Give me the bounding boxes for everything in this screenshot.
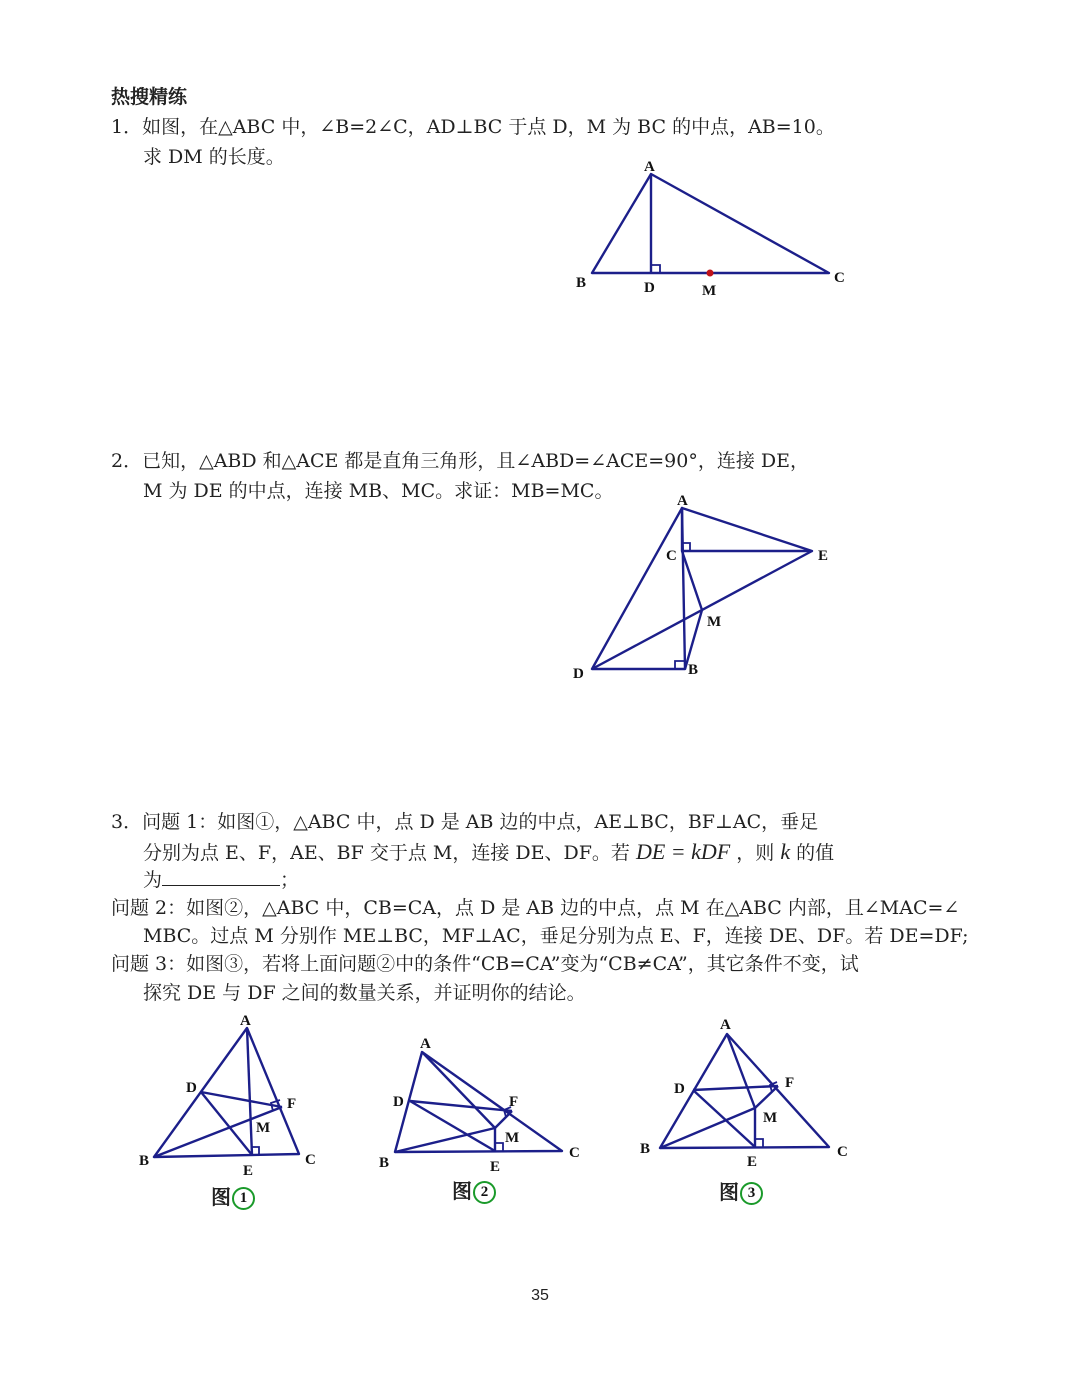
label-b: B: [139, 1153, 150, 1169]
label-a: A: [240, 1013, 251, 1029]
problem3-q1-line1: 3．问题 1：如图①，△ABC 中，点 D 是 AB 边的中点，AE⊥BC，BF⊥AC，垂足: [111, 811, 819, 833]
problem3-q1-line2: [143, 840, 834, 865]
triangle-abc: [660, 1034, 829, 1148]
problem3-q1-line3: [143, 867, 299, 892]
label-c: C: [837, 1144, 848, 1160]
problem3-q3-line2: 探究 DE 与 DF 之间的数量关系，并证明你的结论。: [143, 982, 586, 1004]
label-m: M: [707, 614, 722, 630]
q1-k: k: [780, 839, 791, 864]
label-f: F: [509, 1094, 519, 1110]
answer-blank[interactable]: [162, 867, 280, 886]
figure-2-caption: [452, 1175, 496, 1204]
label-e: E: [243, 1163, 254, 1179]
triangle-abc: [592, 174, 829, 273]
caption-text: 图: [211, 1185, 231, 1209]
segment-mc: [682, 551, 702, 610]
label-b: B: [640, 1141, 651, 1157]
label-c: C: [666, 548, 677, 564]
label-e: E: [490, 1159, 501, 1175]
label-e: E: [747, 1154, 758, 1170]
problem2-line2: M 为 DE 的中点，连接 MB、MC。求证：MB=MC。: [143, 480, 614, 502]
q1-formula: DE = kDF: [635, 839, 731, 864]
q1-line3-pre: 为: [143, 869, 163, 891]
problem1-figure: [560, 150, 860, 310]
segment-mf: [755, 1086, 778, 1108]
label-c: C: [569, 1145, 580, 1161]
q1-line3-post: ；: [280, 869, 300, 891]
triangle-abc: [154, 1028, 299, 1157]
section-heading: 热搜精练: [111, 86, 188, 108]
problem1-line2: 求 DM 的长度。: [143, 146, 285, 168]
label-a: A: [720, 1017, 731, 1033]
label-d: D: [573, 666, 584, 682]
segment-am: [727, 1034, 755, 1108]
label-d: D: [393, 1094, 404, 1110]
problem2-line1: 2．已知，△ABD 和△ACE 都是直角三角形，且∠ABD=∠ACE=90°，连接 DE，: [111, 450, 809, 472]
label-b: B: [379, 1155, 390, 1171]
label-c: C: [834, 270, 845, 286]
label-f: F: [287, 1096, 297, 1112]
caption-text: 图: [452, 1179, 472, 1203]
problem3-figure-2: [375, 1030, 590, 1180]
circled-number: 3: [740, 1182, 763, 1205]
label-m: M: [256, 1120, 271, 1136]
segment-de: [693, 1090, 755, 1147]
label-b: B: [688, 662, 699, 678]
segment-mf: [495, 1111, 512, 1128]
segment-df: [201, 1092, 282, 1107]
label-a: A: [420, 1036, 431, 1052]
altitude-ae: [247, 1028, 252, 1155]
right-angle-mark-e: [495, 1143, 503, 1151]
label-m: M: [702, 283, 717, 299]
triangle-ace: [682, 508, 812, 551]
problem3-q3-line1: 问题 3：如图③，若将上面问题②中的条件“CB=CA”变为“CB≠CA”，其它条件不变，试: [111, 953, 859, 975]
problem3-q2-line2: MBC。过点 M 分别作 ME⊥BC，MF⊥AC，垂足分别为点 E、F，连接 DE、DF。若 DE=DF;: [143, 925, 969, 947]
problem3-q2-line1: 问题 2：如图②，△ABC 中，CB=CA，点 D 是 AB 边的中点，点 M 在△ABC 内部，且∠MAC=∠: [111, 897, 960, 919]
problem1-line1: 1．如图，在△ABC 中，∠B=2∠C，AD⊥BC 于点 D，M 为 BC 的中点，AB=10。: [111, 116, 835, 138]
circled-number: 1: [232, 1187, 255, 1210]
circled-number: 2: [473, 1181, 496, 1204]
problem2-figure: [560, 485, 850, 685]
problem3-figure-3: [635, 1010, 855, 1175]
q1-text-pre: 分别为点 E、F，AE、BF 交于点 M，连接 DE、DF。若: [143, 842, 630, 864]
caption-text: 图: [719, 1180, 739, 1204]
figure-3-caption: [719, 1176, 763, 1205]
segment-bm: [660, 1108, 755, 1148]
segment-bm: [395, 1128, 495, 1152]
label-e: E: [818, 548, 829, 564]
label-a: A: [677, 493, 688, 509]
label-c: C: [305, 1152, 316, 1168]
label-b: B: [576, 275, 587, 291]
label-f: F: [785, 1075, 795, 1091]
label-m: M: [505, 1130, 520, 1146]
page-number: 35: [531, 1287, 549, 1304]
label-m: M: [763, 1110, 778, 1126]
label-d: D: [644, 280, 655, 296]
problem3-figure-1: [135, 1005, 325, 1180]
q1-text-end: 的值: [796, 842, 835, 864]
label-d: D: [674, 1081, 685, 1097]
figure-1-caption: [211, 1181, 255, 1210]
segment-am: [422, 1052, 495, 1128]
label-a: A: [644, 159, 655, 175]
segment-df: [693, 1086, 778, 1090]
midpoint-m-dot: [707, 270, 714, 277]
q1-text-post: ，则: [736, 842, 775, 864]
label-d: D: [186, 1080, 197, 1096]
segment-de: [201, 1092, 252, 1155]
